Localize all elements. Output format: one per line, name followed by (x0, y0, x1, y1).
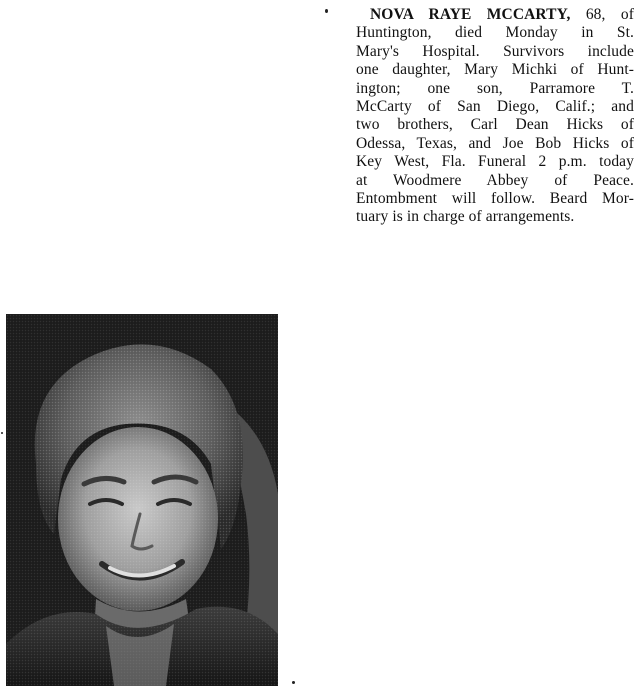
obituary-line-6: McCarty of San Diego, Calif.; and (356, 98, 634, 116)
obituary-line-12: tuary is in charge of arrangements. (356, 208, 575, 226)
obituary-line-9: Key West, Fla. Funeral 2 p.m. today (356, 153, 634, 171)
print-speck (292, 681, 295, 684)
obituary-line-3: Mary's Hospital. Survivors include (356, 42, 634, 60)
obituary-line-7: two brothers, Carl Dean Hicks of (356, 116, 634, 134)
deceased-name: NOVA RAYE MCCARTY, (370, 6, 571, 23)
portrait-image (6, 314, 278, 686)
print-speck (1, 432, 3, 434)
obituary-line-8: Odessa, Texas, and Joe Bob Hicks of (356, 134, 634, 152)
obituary-line-11: Entombment will follow. Beard Mor- (356, 190, 634, 208)
obituary-line-5: ington; one son, Parramore T. (356, 79, 634, 97)
print-speck (325, 9, 328, 13)
obituary-text (356, 6, 634, 227)
obituary-line-10: at Woodmere Abbey of Peace. (356, 171, 634, 189)
obituary-line-1: 68, of (570, 6, 634, 23)
portrait-photo (6, 314, 278, 686)
obituary-line-4: one daughter, Mary Michki of Hunt- (356, 61, 634, 79)
obituary-first-line (356, 6, 634, 24)
obituary-line-2: Huntington, died Monday in St. (356, 24, 634, 42)
